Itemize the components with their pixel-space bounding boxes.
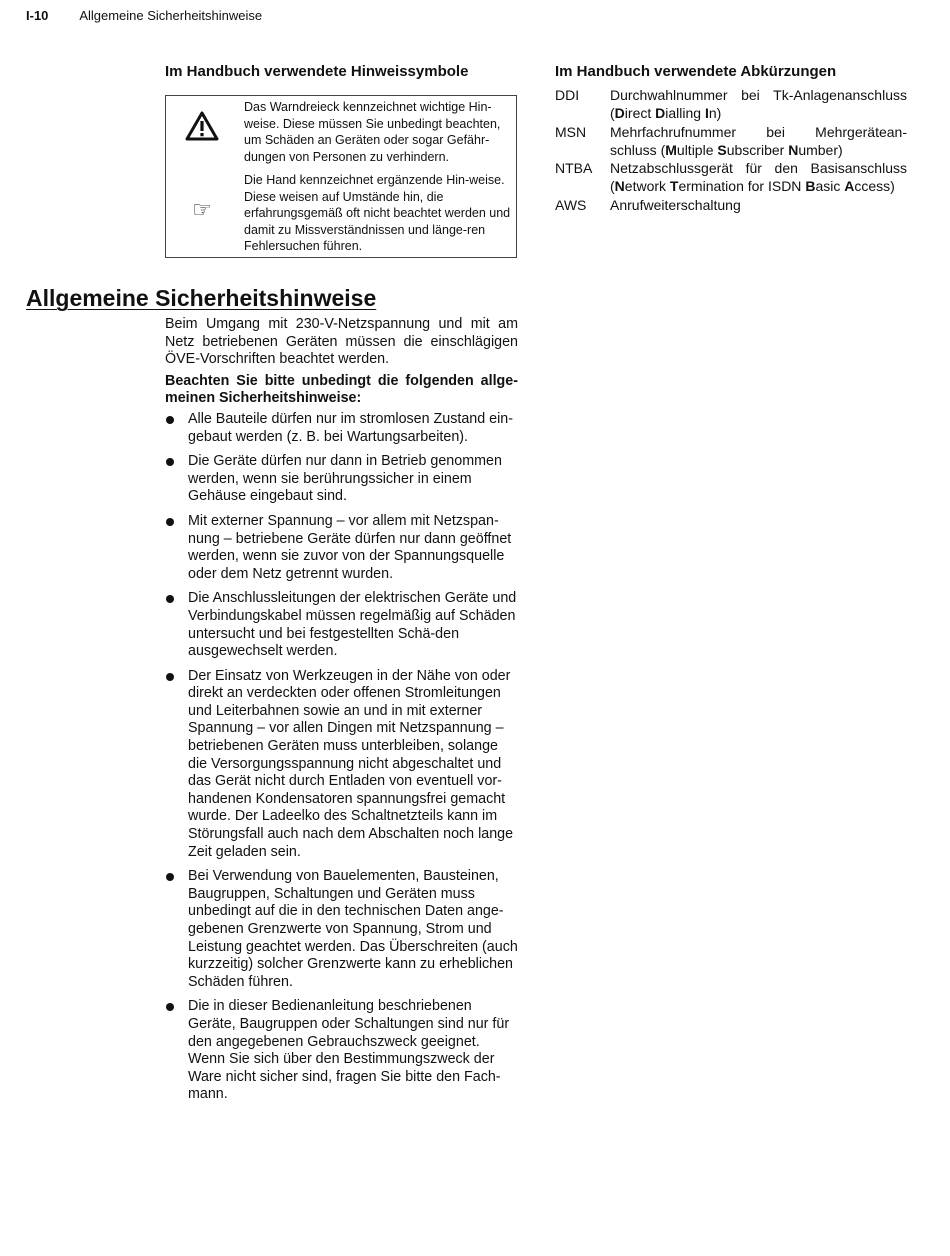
abbreviation-key: NTBA bbox=[555, 160, 593, 177]
safety-bullet-text: Mit externer Spannung – vor allem mit Netzspan-nung – betriebene Geräte dürfen nur dann geöffnet werden, wenn sie zuvor von der Spannungsquelle oder dem Netz getrennt wurden. bbox=[188, 512, 512, 582]
safety-bullet-item bbox=[165, 668, 518, 862]
abbreviation-description: Mehrfachrufnummer bei Mehrgerätean- schluss (Multiple Subscriber Number) bbox=[610, 123, 907, 158]
abbreviation-description: Durchwahlnummer bei Tk-Anlagenanschluss (Direct Dialling In) bbox=[610, 87, 907, 122]
safety-content bbox=[165, 316, 518, 1104]
bullet-dot-icon bbox=[166, 673, 174, 681]
abbreviation-row bbox=[555, 159, 907, 196]
safety-bullet-text: Die Anschlussleitungen der elektrischen Geräte und Verbindungskabel müssen regelmäßig auf Schäden untersucht und bei festgestellten Schä-den ausgewechselt werden. bbox=[188, 590, 517, 660]
header-title: Allgemeine Sicherheitshinweise bbox=[79, 8, 263, 23]
pointing-hand-icon: ☞ bbox=[192, 197, 212, 222]
safety-intro: Beim Umgang mit 230-V-Netzspannung und mit am Netz betriebenen Geräten müssen die einschlägigen ÖVE-Vorschriften beachtet werden. bbox=[165, 316, 518, 368]
warning-notice-text: Das Warndreieck kennzeichnet wichtige Hin-weise. Diese müssen Sie unbedingt beachten, um Schäden an Geräten oder sogar Gefähr-dungen von Personen zu verhindern. bbox=[244, 100, 501, 164]
abbreviation-description: Anrufweiterschaltung bbox=[610, 196, 741, 213]
warning-triangle-icon bbox=[166, 110, 238, 147]
bullet-dot-icon bbox=[166, 458, 174, 466]
safety-bullet-text: Die in dieser Bedienanleitung beschriebenen Geräte, Baugruppen oder Schaltungen sind nur für den angegebenen Gebrauchszweck geeignet. Wenn Sie sich über den Bestimmungszweck der Ware nicht sicher sind, fragen Sie bitte den Fach-mann. bbox=[188, 998, 510, 1103]
notice-symbols-box bbox=[165, 95, 517, 258]
bullet-dot-icon bbox=[166, 416, 174, 424]
safety-bullet-text: Alle Bauteile dürfen nur im stromlosen Zustand ein-gebaut werden (z. B. bei Wartungsarbeiten). bbox=[188, 410, 514, 445]
safety-bullet-text: Bei Verwendung von Bauelementen, Bausteinen, Baugruppen, Schaltungen und Geräten muss unbedingt auf die in den technischen Daten ange-gebenen Grenzwerte von Spannung, Strom und Leistung geachtet werden. Das Überschreiten (auch kurzzeitig) solcher Grenzwerte kann zu erheblichen Schäden führen. bbox=[188, 868, 518, 990]
bullet-dot-icon bbox=[166, 518, 174, 526]
hand-notice-text: Die Hand kennzeichnet ergänzende Hin-weise. Diese weisen auf Umstände hin, die erfahrungsgemäß oft nicht beachtet werden und damit zu Missverständnissen und länge-ren Fehlersuchen führen. bbox=[244, 173, 511, 254]
symbols-heading: Im Handbuch verwendete Hinweissymbole bbox=[165, 63, 469, 80]
safety-bullet-text: Der Einsatz von Werkzeugen in der Nähe von oder direkt an verdeckten oder offenen Stromleitungen und Leiterbahnen sowie an und in mit externer Spannung – vor allen Dingen mit Netzspannung – betriebenen Geräten muss unterbleiben, solange die Versorgungsspannung nicht abgeschaltet und das Gerät nicht durch Entladen von eventuell vor-handenen Kondensatoren spannungsfrei gemacht wurde. Der Ladeelko des Schaltnetzteils kann im Störungsfall auch nach dem Abschalten noch lange Zeit geladen sein. bbox=[188, 667, 514, 860]
safety-bullet-text: Die Geräte dürfen nur dann in Betrieb genommen werden, wenn sie berührungssicher in einem Gehäuse eingebaut sind. bbox=[188, 453, 502, 505]
abbreviation-row bbox=[555, 123, 907, 160]
safety-bullet-item bbox=[165, 513, 518, 583]
abbreviations-heading: Im Handbuch verwendete Abkürzungen bbox=[555, 63, 837, 80]
safety-bullet-item bbox=[165, 411, 518, 446]
safety-bullet-item bbox=[165, 998, 518, 1104]
safety-bullet-item bbox=[165, 453, 518, 506]
safety-bullet-item bbox=[165, 868, 518, 991]
page-header bbox=[26, 8, 262, 23]
safety-bullet-item bbox=[165, 590, 518, 660]
abbreviation-row bbox=[555, 86, 907, 123]
bullet-dot-icon bbox=[166, 595, 174, 603]
abbreviation-row bbox=[555, 196, 907, 214]
safety-intro-bold: Beachten Sie bitte unbedingt die folgenden allge-meinen Sicherheitshinweise: bbox=[165, 372, 518, 407]
abbreviation-description: Netzabschlussgerät für den Basisanschluss (Network Termination for ISDN Basic Access) bbox=[610, 160, 907, 195]
abbreviation-key: DDI bbox=[555, 87, 580, 103]
bullet-dot-icon bbox=[166, 1003, 174, 1011]
abbreviations-list bbox=[555, 86, 907, 214]
page-number: I-10 bbox=[26, 8, 49, 23]
safety-bullet-list bbox=[165, 411, 518, 1104]
bullet-dot-icon bbox=[166, 873, 174, 881]
section-title: Allgemeine Sicherheitshinweise bbox=[26, 285, 377, 311]
abbreviation-key: MSN bbox=[555, 123, 587, 140]
abbreviation-key: AWS bbox=[555, 196, 587, 213]
